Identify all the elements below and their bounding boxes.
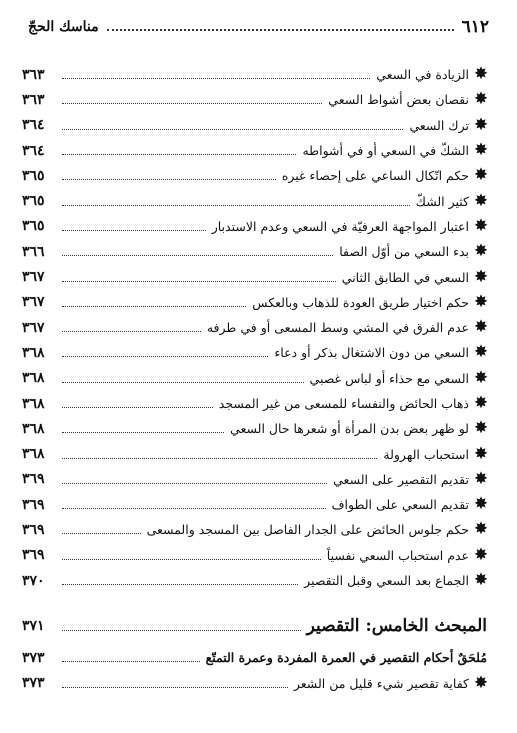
header-rule bbox=[107, 29, 454, 31]
toc-entry-title: حكم جلوس الحائض على الجدار الفاصل بين المسجد والمسعى bbox=[146, 522, 469, 538]
toc-entry-title: تقديم السعي على الطواف bbox=[331, 497, 469, 513]
page-number: ٦١٢ bbox=[461, 17, 489, 37]
dot-leader bbox=[62, 230, 206, 231]
toc-entry-title: الشكّ في السعي أو في أشواطه bbox=[302, 143, 469, 159]
dot-leader bbox=[62, 559, 321, 560]
star-bullet-icon: ✸ bbox=[473, 165, 489, 186]
toc-entry[interactable] bbox=[22, 290, 493, 315]
toc-list bbox=[22, 62, 493, 696]
dot-leader bbox=[62, 458, 377, 459]
toc-entry[interactable] bbox=[22, 416, 493, 441]
toc-entry[interactable] bbox=[22, 492, 493, 517]
dot-leader bbox=[62, 103, 322, 104]
star-bullet-icon: ✸ bbox=[473, 241, 489, 262]
running-title: مناسك الحجّ bbox=[28, 19, 99, 35]
toc-entry[interactable] bbox=[22, 517, 493, 542]
toc-entry-title: كثير الشكّ bbox=[415, 193, 469, 209]
toc-entry[interactable] bbox=[22, 391, 493, 416]
toc-entry-page: ٣٦٧ bbox=[22, 269, 45, 286]
toc-entry-title: حكم اتّكال الساعي على إحصاء غيره bbox=[281, 168, 469, 184]
star-bullet-icon: ✸ bbox=[473, 494, 489, 515]
toc-entry-page: ٣٦٤ bbox=[22, 117, 45, 134]
toc-entry[interactable] bbox=[22, 366, 493, 391]
toc-entry-page: ٣٧١ bbox=[22, 618, 45, 635]
dot-leader bbox=[62, 78, 370, 79]
star-bullet-icon: ✸ bbox=[473, 544, 489, 565]
dot-leader bbox=[62, 687, 288, 688]
toc-entry-title: تقديم التقصير على السعي bbox=[333, 471, 469, 487]
toc-entry[interactable] bbox=[22, 340, 493, 365]
toc-entry-page: ٣٦٥ bbox=[22, 193, 45, 210]
dot-leader bbox=[62, 382, 304, 383]
toc-entry-page: ٣٦٨ bbox=[22, 446, 45, 463]
toc-entry[interactable] bbox=[22, 645, 493, 670]
toc-entry[interactable] bbox=[22, 113, 493, 138]
star-bullet-icon: ✸ bbox=[473, 317, 489, 338]
toc-entry-page: ٣٦٥ bbox=[22, 167, 45, 184]
toc-entry-page: ٣٦٧ bbox=[22, 319, 45, 336]
star-bullet-icon: ✸ bbox=[473, 468, 489, 489]
toc-entry[interactable] bbox=[22, 264, 493, 289]
dot-leader bbox=[62, 281, 336, 282]
toc-entry-title: مُلحَقٌ أحكام التقصير في العمرة المفردة وعمرة التمتّع bbox=[205, 650, 487, 666]
toc-entry-page: ٣٧٣ bbox=[22, 649, 45, 666]
dot-leader bbox=[62, 306, 246, 307]
toc-entry-page: ٣٦٣ bbox=[22, 91, 45, 108]
toc-entry[interactable] bbox=[22, 62, 493, 87]
star-bullet-icon: ✸ bbox=[473, 114, 489, 135]
star-bullet-icon: ✸ bbox=[473, 519, 489, 540]
toc-entry-title: عدم الفرق في المشي وسط المسعى أو في طرفه bbox=[206, 320, 469, 336]
dot-leader bbox=[62, 356, 268, 357]
toc-entry[interactable] bbox=[22, 441, 493, 466]
star-bullet-icon: ✸ bbox=[473, 342, 489, 363]
toc-entry[interactable] bbox=[22, 188, 493, 213]
toc-entry-title: السعي في الطابق الثاني bbox=[341, 269, 469, 285]
toc-entry-page: ٣٦٦ bbox=[22, 243, 45, 260]
dot-leader bbox=[62, 407, 213, 408]
toc-entry-title: ذهاب الحائض والنفساء للمسعى من غير المسجد bbox=[218, 396, 469, 411]
star-bullet-icon: ✸ bbox=[473, 89, 489, 110]
toc-entry-page: ٣٦٨ bbox=[22, 344, 45, 361]
toc-entry[interactable] bbox=[22, 607, 493, 645]
toc-entry[interactable] bbox=[22, 163, 493, 188]
dot-leader bbox=[62, 331, 201, 332]
toc-entry-page: ٣٦٨ bbox=[22, 370, 45, 387]
toc-entry-page: ٣٦٩ bbox=[22, 521, 45, 538]
star-bullet-icon: ✸ bbox=[473, 443, 489, 464]
toc-entry-title: الجماع بعد السعي وقبل التقصير bbox=[304, 573, 469, 589]
dot-leader bbox=[62, 154, 296, 155]
star-bullet-icon: ✸ bbox=[473, 418, 489, 439]
toc-entry-page: ٣٦٧ bbox=[22, 294, 45, 311]
toc-entry[interactable] bbox=[22, 315, 493, 340]
toc-entry-title: نقصان بعض أشواط السعي bbox=[328, 92, 469, 108]
toc-entry-page: ٣٦٨ bbox=[22, 420, 45, 437]
dot-leader bbox=[62, 508, 326, 509]
toc-entry-page: ٣٧٠ bbox=[22, 572, 45, 589]
star-bullet-icon: ✸ bbox=[473, 190, 489, 211]
toc-entry-title: لو ظهر بعض بدن المرأة أو شعرها حال السعي bbox=[230, 421, 469, 437]
toc-entry-page: ٣٦٩ bbox=[22, 471, 45, 488]
toc-entry-page: ٣٦٥ bbox=[22, 218, 45, 235]
star-bullet-icon: ✸ bbox=[473, 570, 489, 591]
toc-entry-title: السعي مع حذاء أو لباس غصبي bbox=[309, 370, 469, 386]
toc-entry-page: ٣٦٣ bbox=[22, 66, 45, 83]
dot-leader bbox=[62, 661, 200, 662]
star-bullet-icon: ✸ bbox=[473, 64, 489, 85]
toc-entry[interactable] bbox=[22, 543, 493, 568]
toc-entry[interactable] bbox=[22, 239, 493, 264]
dot-leader bbox=[62, 533, 141, 534]
toc-entry[interactable] bbox=[22, 467, 493, 492]
toc-entry-title: استحباب الهرولة bbox=[383, 446, 469, 462]
star-bullet-icon: ✸ bbox=[473, 266, 489, 287]
toc-entry-title: بدء السعي من أوّل الصفا bbox=[339, 244, 469, 260]
toc-entry[interactable] bbox=[22, 138, 493, 163]
toc-entry-page: ٣٦٤ bbox=[22, 142, 45, 159]
toc-entry-title: المبحث الخامس: التقصير bbox=[306, 616, 487, 637]
dot-leader bbox=[62, 432, 224, 433]
toc-entry-title: ترك السعي bbox=[409, 117, 469, 133]
dot-leader bbox=[62, 129, 403, 130]
toc-entry-title: حكم اختيار طريق العودة للذهاب وبالعكس bbox=[252, 294, 469, 310]
star-bullet-icon: ✸ bbox=[473, 140, 489, 161]
toc-entry-page: ٣٦٩ bbox=[22, 496, 45, 513]
dot-leader bbox=[62, 630, 301, 631]
toc-entry-title: عدم استحباب السعي نفسياً bbox=[326, 547, 469, 563]
dot-leader bbox=[62, 255, 333, 256]
toc-entry[interactable] bbox=[22, 87, 493, 112]
toc-entry[interactable] bbox=[22, 214, 493, 239]
dot-leader bbox=[62, 205, 410, 206]
toc-entry-title: كفاية تقصير شيء قليل من الشعر bbox=[293, 675, 469, 691]
star-bullet-icon: ✸ bbox=[473, 367, 489, 388]
star-bullet-icon: ✸ bbox=[473, 291, 489, 312]
toc-entry-title: اعتبار المواجهة العرفيّة في السعي وعدم الاستدبار bbox=[211, 218, 469, 234]
page-header bbox=[28, 16, 489, 38]
star-bullet-icon: ✸ bbox=[473, 215, 489, 236]
dot-leader bbox=[62, 179, 276, 180]
toc-entry[interactable] bbox=[22, 671, 493, 696]
toc-entry-page: ٣٧٣ bbox=[22, 675, 45, 692]
toc-entry-title: السعي من دون الاشتغال بذكر أو دعاء bbox=[274, 345, 469, 361]
star-bullet-icon: ✸ bbox=[473, 393, 489, 413]
toc-entry[interactable] bbox=[22, 568, 493, 593]
star-bullet-icon: ✸ bbox=[473, 672, 489, 693]
dot-leader bbox=[62, 483, 327, 484]
toc-entry-page: ٣٦٩ bbox=[22, 547, 45, 564]
dot-leader bbox=[62, 584, 298, 585]
toc-entry-title: الزيادة في السعي bbox=[376, 67, 469, 83]
toc-entry-page: ٣٦٨ bbox=[22, 395, 45, 412]
